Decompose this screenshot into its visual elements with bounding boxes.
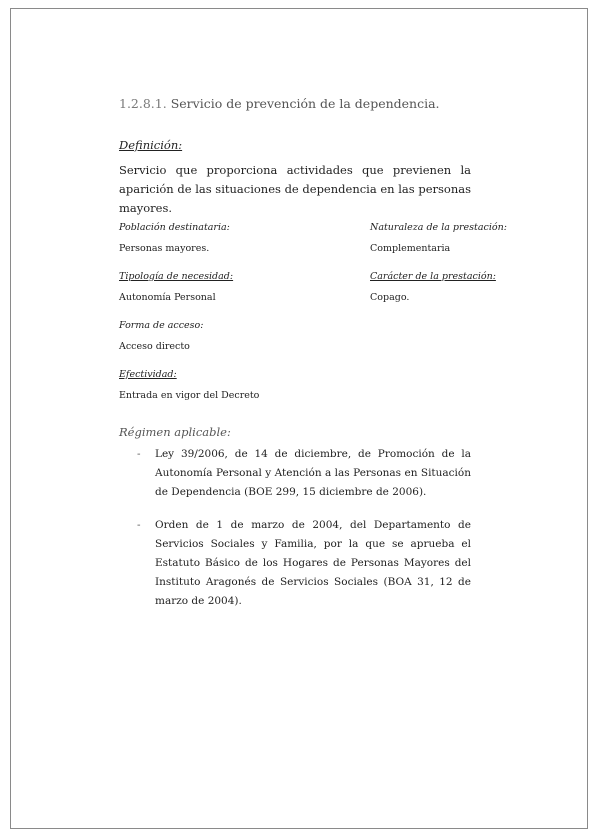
forma-acceso-value: Acceso directo (119, 341, 190, 352)
dash-bullet: - (137, 448, 141, 460)
naturaleza-value: Complementaria (370, 243, 451, 254)
section-heading (119, 96, 440, 111)
law-text: Orden de 1 de marzo de 2004, del Departamento de Servicios Sociales y Familia, por la que se aprueba el Estatuto Básico de los Hogares de Personas Mayores del Instituto Aragonés de Servicios Sociales (BOA 31, 12 de marzo de 2004). (155, 519, 471, 607)
tipologia-label: Tipología de necesidad: (119, 271, 234, 282)
tipologia-value: Autonomía Personal (119, 292, 216, 303)
section-title: Servicio de prevención de la dependencia. (170, 96, 440, 111)
poblacion-value: Personas mayores. (119, 243, 210, 254)
poblacion-label: Población destinataria: (119, 222, 230, 233)
list-item (119, 516, 471, 611)
forma-acceso-label: Forma de acceso: (119, 320, 204, 331)
dash-bullet: - (137, 519, 141, 531)
caracter-value: Copago. (370, 292, 410, 303)
section-number: 1.2.8.1. (119, 96, 167, 111)
law-text: Ley 39/2006, de 14 de diciembre, de Promoción de la Autonomía Personal y Atención a las Personas en Situación de Dependencia (BOE 299, 15 diciembre de 2006). (155, 448, 471, 498)
definition-label: Definición: (119, 138, 183, 152)
naturaleza-label: Naturaleza de la prestación: (370, 222, 507, 233)
efectividad-label: Efectividad: (119, 369, 177, 380)
law-list (119, 445, 471, 625)
regimen-label: Régimen aplicable: (119, 425, 231, 439)
definition-text: Servicio que proporciona actividades que previenen la aparición de las situaciones de dependencia en las personas mayores. (119, 163, 471, 215)
page-frame (10, 8, 588, 829)
efectividad-value: Entrada en vigor del Decreto (119, 390, 260, 401)
list-item (119, 445, 471, 502)
caracter-label: Carácter de la prestación: (370, 271, 496, 282)
